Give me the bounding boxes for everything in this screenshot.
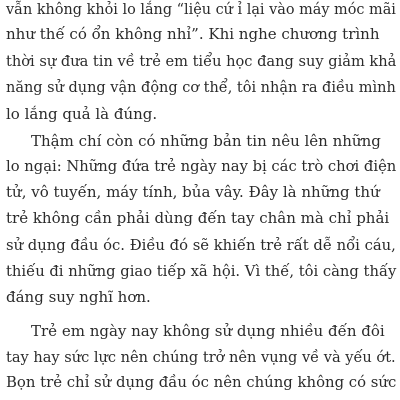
text-line: đáng suy nghĩ hơn.	[6, 288, 151, 306]
text-line: lo ngại: Những đứa trẻ ngày nay bị các trò chơi điện	[6, 157, 397, 175]
text-line: vẫn không khỏi lo lắng “liệu cứ ỉ lại vào máy móc mãi	[6, 0, 396, 18]
text-line: tay hay sức lực nên chúng trở nên vụng về và yếu ớt.	[6, 348, 396, 366]
text-line: thời sự đưa tin về trẻ em tiểu học đang suy giảm khả	[6, 52, 397, 70]
text-line: tử, vô tuyến, máy tính, bủa vây. Đây là những thứ	[6, 183, 380, 201]
text-line: trẻ không cần phải dùng đến tay chân mà chỉ phải	[6, 209, 390, 227]
text-line: Thậm chí còn có những bản tin nêu lên những	[31, 132, 381, 150]
text-line: Trẻ em ngày nay không sử dụng nhiều đến đôi	[31, 322, 385, 340]
text-line: như thế có ổn không nhỉ”. Khi nghe chương trình	[6, 25, 380, 43]
text-line: lo lắng quả là đúng.	[6, 105, 158, 123]
text-line: sử dụng đầu óc. Điều đó sẽ khiến trẻ rất dễ nổi cáu,	[6, 236, 396, 254]
text-line: thiếu đi những giao tiếp xã hội. Vì thế, tôi càng thấy	[6, 262, 397, 280]
text-line: Bọn trẻ chỉ sử dụng đầu óc nên chúng không có sức	[6, 373, 397, 391]
text-line: năng sử dụng vận động cơ thể, tôi nhận ra điều mình	[6, 78, 396, 96]
